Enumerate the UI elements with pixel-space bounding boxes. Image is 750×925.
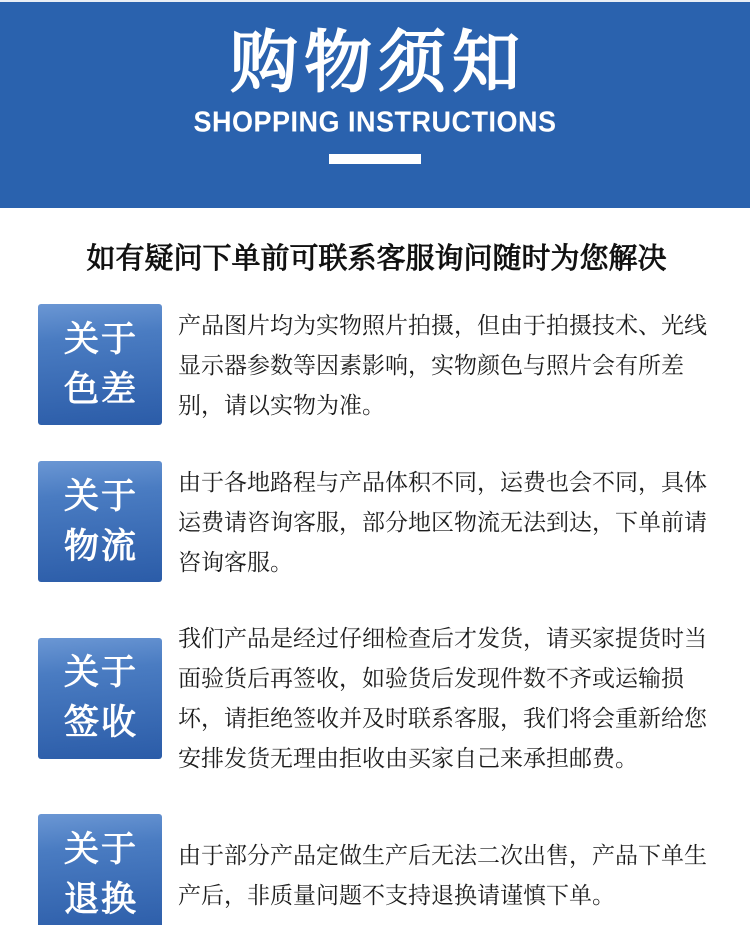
- section-label-top: 关于: [63, 319, 138, 359]
- section-text: 由于各地路程与产品体积不同，运费也会不同，具体运费请咨询客服，部分地区物流无法到达，下单前请咨询客服。: [178, 468, 707, 575]
- section-label-tile: [38, 304, 162, 425]
- section-label-tile: [38, 461, 162, 582]
- section-label-tile: [38, 638, 162, 759]
- section-sign-receipt: [38, 618, 715, 778]
- section-label-bottom: 色差: [63, 369, 138, 409]
- section-color-difference: [38, 304, 715, 425]
- banner: [0, 0, 750, 208]
- section-text: 我们产品是经过仔细检查后才发货，请买家提货时当面验货后再签收，如验货后发现件数不齐或运输损坏，请拒绝签收并及时联系客服，我们将会重新给您安排发货无理由拒收由买家自己来承担邮费。: [178, 625, 707, 771]
- section-label-top: 关于: [63, 476, 138, 516]
- section-label-bottom: 物流: [63, 526, 138, 566]
- banner-divider: [329, 154, 421, 164]
- section-returns: [38, 814, 715, 925]
- banner-title: 购物须知: [229, 25, 526, 101]
- section-text: 产品图片均为实物照片拍摄，但由于拍摄技术、光线显示器参数等因素影响，实物颜色与照片会有所差别，请以实物为准。: [178, 311, 707, 418]
- section-logistics: [38, 461, 715, 582]
- section-label-bottom: 签收: [63, 703, 138, 742]
- content: [0, 242, 750, 925]
- banner-subtitle: SHOPPING INSTRUCTIONS: [193, 106, 557, 138]
- section-label-tile: [38, 814, 162, 925]
- section-text: 由于部分产品定做生产后无法二次出售，产品下单生产后，非质量问题不支持退换请谨慎下单。: [178, 841, 707, 908]
- section-label-top: 关于: [63, 829, 138, 869]
- headline: 如有疑问下单前可联系客服询问随时为您解决: [86, 243, 667, 275]
- section-label-bottom: 退换: [63, 879, 138, 919]
- notice-sections: [38, 304, 715, 925]
- section-label-top: 关于: [63, 653, 138, 692]
